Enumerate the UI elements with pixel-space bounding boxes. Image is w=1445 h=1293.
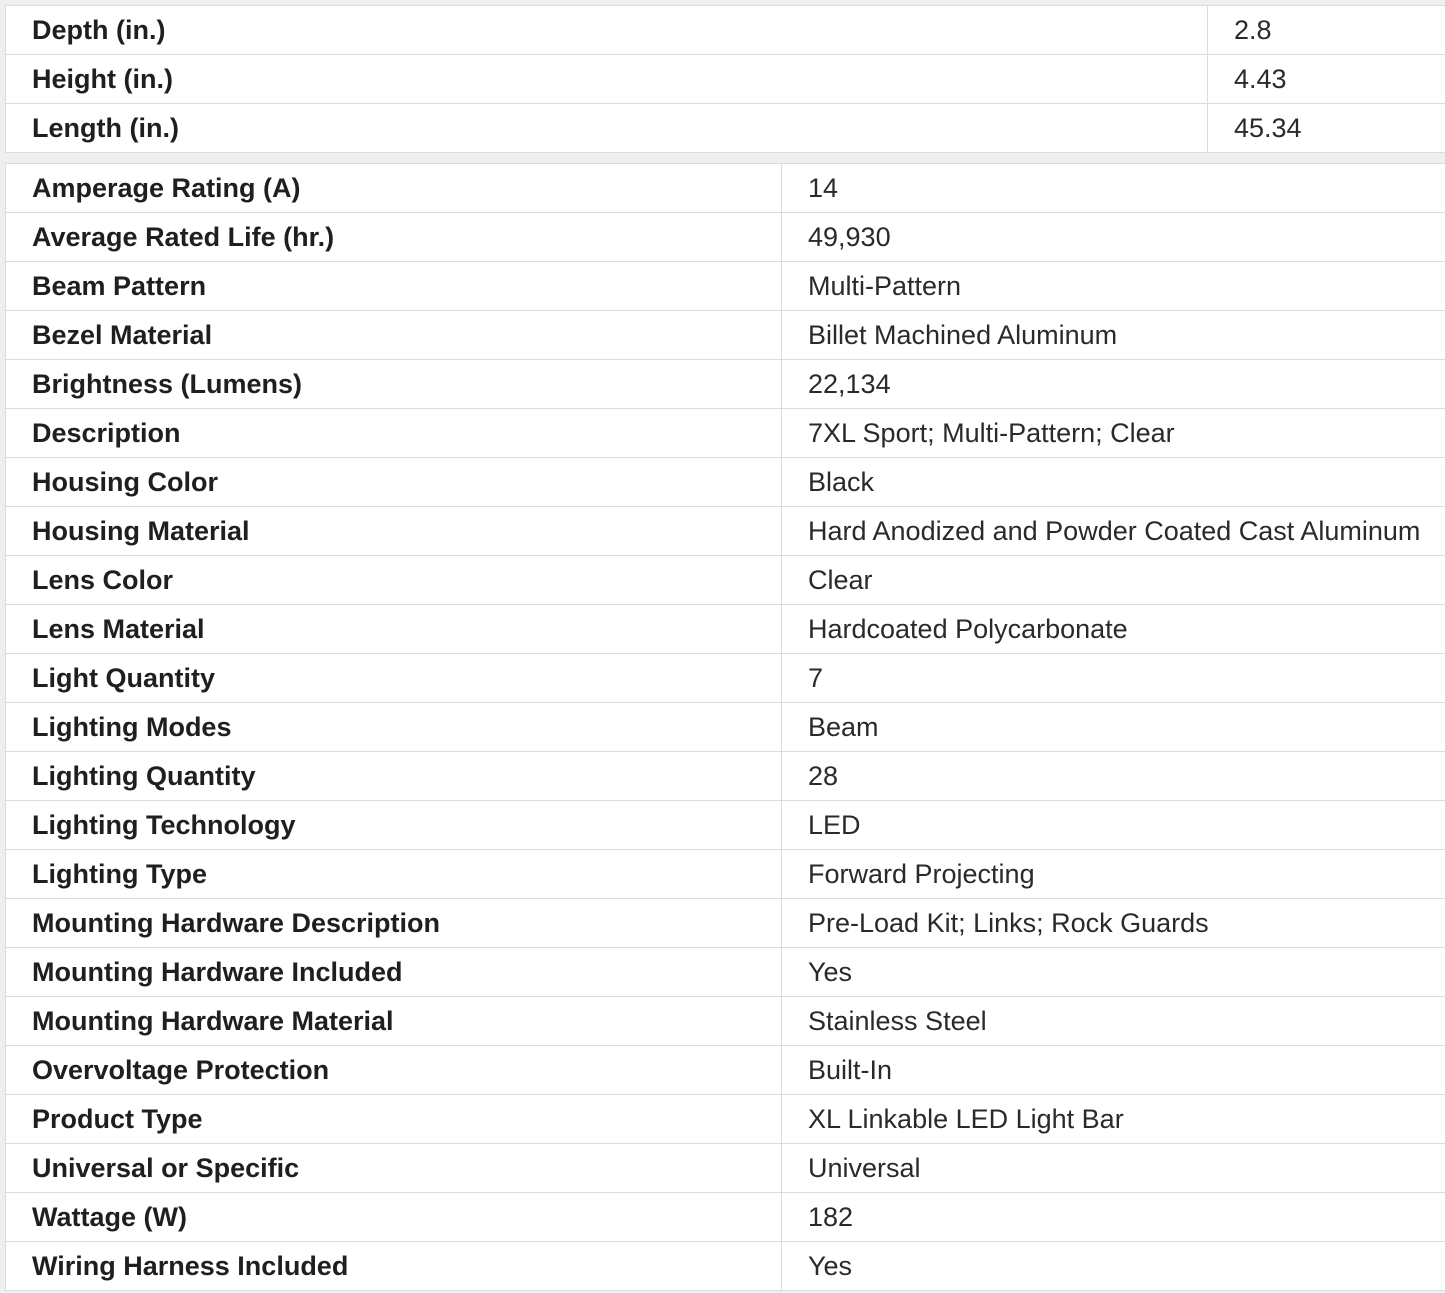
spec-label: Lens Material — [6, 605, 782, 654]
spec-label: Mounting Hardware Included — [6, 948, 782, 997]
table-row — [6, 801, 1445, 850]
spec-label: Housing Material — [6, 507, 782, 556]
table-row — [6, 1046, 1445, 1095]
spec-label: Depth (in.) — [6, 6, 1208, 55]
table-row — [6, 55, 1445, 104]
specifications-table — [5, 163, 1445, 1291]
spec-value: Universal — [782, 1144, 1445, 1193]
dimensions-table — [5, 5, 1445, 153]
spec-label: Description — [6, 409, 782, 458]
spec-value: Beam — [782, 703, 1445, 752]
spec-value: 22,134 — [782, 360, 1445, 409]
spec-label: Brightness (Lumens) — [6, 360, 782, 409]
spec-value: Black — [782, 458, 1445, 507]
spec-value: Pre-Load Kit; Links; Rock Guards — [782, 899, 1445, 948]
spec-label: Wattage (W) — [6, 1193, 782, 1242]
spec-value: Stainless Steel — [782, 997, 1445, 1046]
table-row — [6, 1193, 1445, 1242]
table-row — [6, 262, 1445, 311]
table-row — [6, 409, 1445, 458]
table-row — [6, 850, 1445, 899]
spec-value: 45.34 — [1208, 104, 1445, 153]
spec-value: 7XL Sport; Multi-Pattern; Clear — [782, 409, 1445, 458]
table-row — [6, 948, 1445, 997]
spec-value: Billet Machined Aluminum — [782, 311, 1445, 360]
table-row — [6, 1242, 1445, 1291]
dimensions-table-body — [6, 6, 1445, 153]
spec-label: Beam Pattern — [6, 262, 782, 311]
spec-label: Amperage Rating (A) — [6, 164, 782, 213]
spec-value: Multi-Pattern — [782, 262, 1445, 311]
table-row — [6, 752, 1445, 801]
table-row — [6, 605, 1445, 654]
table-row — [6, 6, 1445, 55]
spec-value: Yes — [782, 1242, 1445, 1291]
table-row — [6, 213, 1445, 262]
spec-value: 2.8 — [1208, 6, 1445, 55]
spec-label: Lighting Type — [6, 850, 782, 899]
table-row — [6, 703, 1445, 752]
spec-label: Lighting Modes — [6, 703, 782, 752]
spec-value: XL Linkable LED Light Bar — [782, 1095, 1445, 1144]
spec-label: Mounting Hardware Description — [6, 899, 782, 948]
table-row — [6, 104, 1445, 153]
spec-value: Hard Anodized and Powder Coated Cast Aluminum — [782, 507, 1445, 556]
spec-label: Length (in.) — [6, 104, 1208, 153]
spec-value: 49,930 — [782, 213, 1445, 262]
spec-value: 4.43 — [1208, 55, 1445, 104]
table-row — [6, 1144, 1445, 1193]
table-row — [6, 899, 1445, 948]
spec-value: Forward Projecting — [782, 850, 1445, 899]
spec-label: Average Rated Life (hr.) — [6, 213, 782, 262]
table-row — [6, 458, 1445, 507]
table-row — [6, 164, 1445, 213]
spec-label: Mounting Hardware Material — [6, 997, 782, 1046]
spec-label: Lens Color — [6, 556, 782, 605]
table-row — [6, 997, 1445, 1046]
spec-label: Housing Color — [6, 458, 782, 507]
spec-value: 28 — [782, 752, 1445, 801]
spec-value: 14 — [782, 164, 1445, 213]
spec-label: Light Quantity — [6, 654, 782, 703]
spec-value: 182 — [782, 1193, 1445, 1242]
spec-label: Bezel Material — [6, 311, 782, 360]
spec-label: Wiring Harness Included — [6, 1242, 782, 1291]
table-row — [6, 654, 1445, 703]
specifications-table-body — [6, 164, 1445, 1291]
spec-value: Hardcoated Polycarbonate — [782, 605, 1445, 654]
table-row — [6, 311, 1445, 360]
table-row — [6, 507, 1445, 556]
spec-label: Universal or Specific — [6, 1144, 782, 1193]
spec-label: Product Type — [6, 1095, 782, 1144]
table-row — [6, 360, 1445, 409]
spec-label: Height (in.) — [6, 55, 1208, 104]
spec-value: Clear — [782, 556, 1445, 605]
table-row — [6, 556, 1445, 605]
spec-value: Yes — [782, 948, 1445, 997]
spec-label: Lighting Technology — [6, 801, 782, 850]
spec-value: LED — [782, 801, 1445, 850]
spec-label: Lighting Quantity — [6, 752, 782, 801]
spec-value: Built-In — [782, 1046, 1445, 1095]
spec-value: 7 — [782, 654, 1445, 703]
spec-label: Overvoltage Protection — [6, 1046, 782, 1095]
table-row — [6, 1095, 1445, 1144]
